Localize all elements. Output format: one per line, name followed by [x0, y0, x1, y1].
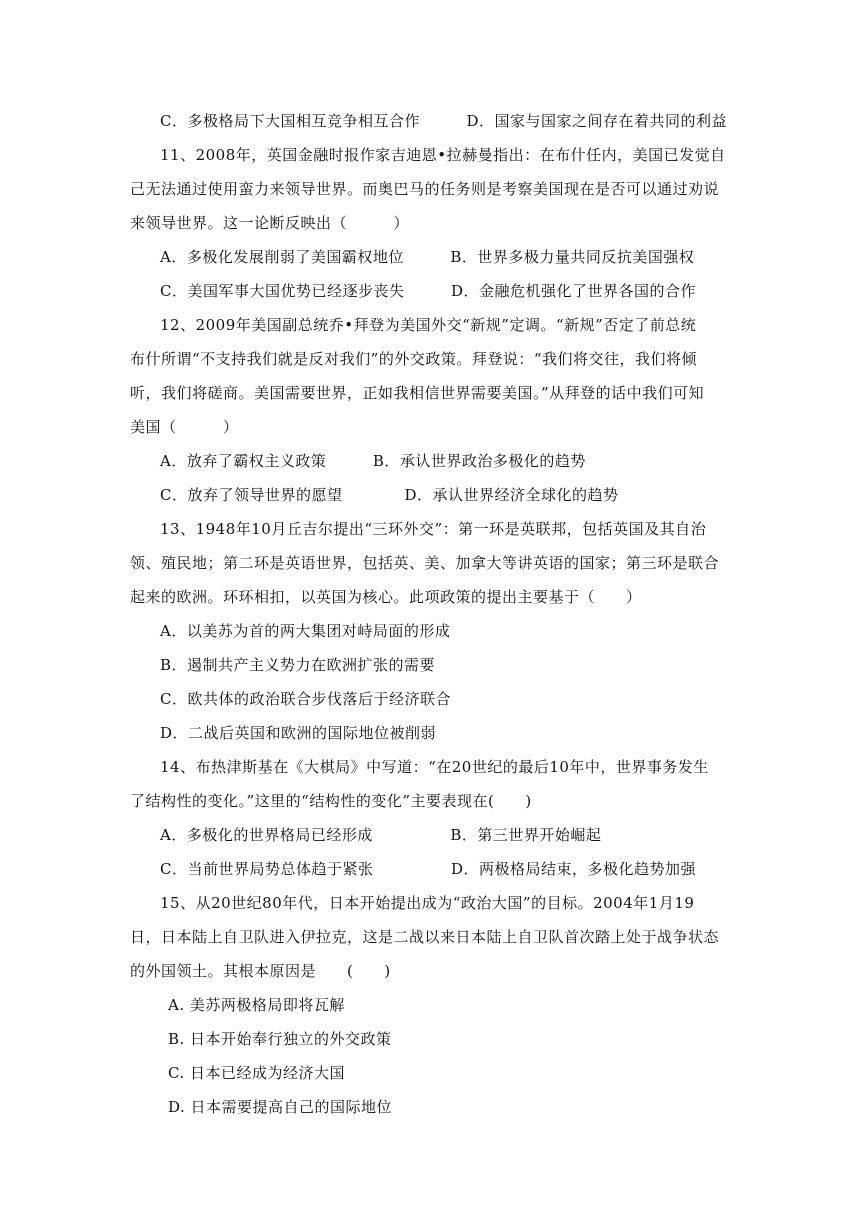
q11-stem-line-1: 11、2008年，英国金融时报作家吉迪恩•拉赫曼指出：在布什任内，美国已发觉自: [160, 146, 726, 164]
q15-stem-line-1: 15、从20世纪80年代，日本开始提出成为“政治大国”的目标。2004年1月19: [160, 894, 695, 912]
q12-stem-line-2: 布什所谓“不支持我们就是反对我们”的外交政策。拜登说：“我们将交往，我们将倾: [130, 350, 698, 368]
q15-option-b: B. 日本开始奉行独立的外交政策: [168, 1030, 392, 1048]
q11-options-ab: A．多极化发展削弱了美国霸权地位 B．世界多极力量共同反抗美国强权: [160, 248, 695, 266]
q12-stem-line-1: 12、2009年美国副总统乔•拜登为美国外交“新规”定调。“新规”否定了前总统: [160, 316, 697, 334]
q12-options-cd: C．放弃了领导世界的愿望 D．承认世界经济全球化的趋势: [160, 486, 619, 504]
q11-options-cd: C．美国军事大国优势已经逐步丧失 D．金融危机强化了世界各国的合作: [160, 282, 697, 300]
q13-stem-line-2: 领、殖民地；第二环是英语世界，包括英、美、加拿大等讲英语的国家；第三环是联合: [130, 554, 720, 572]
q15-stem-line-3: 的外国领土。其根本原因是 ( ): [130, 962, 391, 980]
q12-stem-line-3: 听，我们将磋商。美国需要世界，正如我相信世界需要美国。”从拜登的话中我们可知: [130, 384, 705, 402]
q11-stem-line-3: 来领导世界。这一论断反映出（ ）: [130, 214, 410, 232]
q14-stem-line-2: 了结构性的变化。”这里的“结构性的变化”主要表现在( ): [130, 792, 532, 810]
q13-stem-line-1: 13、1948年10月丘吉尔提出“三环外交”：第一环是英联邦，包括英国及其自治: [160, 520, 707, 538]
q14-stem-line-1: 14、布热津斯基在《大棋局》中写道：“在20世纪的最后10年中，世界事务发生: [160, 758, 709, 776]
q12-stem-line-4: 美国（ ）: [130, 418, 239, 436]
q10-options-cd: C．多极格局下大国相互竞争相互合作 D．国家与国家之间存在着共同的利益: [160, 112, 728, 130]
q13-option-d: D．二战后英国和欧洲的国际地位被削弱: [160, 724, 437, 742]
q11-stem-line-2: 己无法通过使用蛮力来领导世界。而奥巴马的任务则是考察美国现在是否可以通过劝说: [130, 180, 720, 198]
q13-stem-line-3: 起来的欧洲。环环相扣，以英国为核心。此项政策的提出主要基于（ ）: [130, 588, 642, 606]
q14-options-ab: A．多极化的世界格局已经形成 B．第三世界开始崛起: [160, 826, 602, 844]
q14-options-cd: C．当前世界局势总体趋于紧张 D．两极格局结束，多极化趋势加强: [160, 860, 697, 878]
q15-option-c: C. 日本已经成为经济大国: [168, 1064, 345, 1082]
q13-option-b: B．遏制共产主义势力在欧洲扩张的需要: [160, 656, 436, 674]
q15-option-a: A. 美苏两极格局即将瓦解: [168, 996, 345, 1014]
q15-stem-line-2: 日，日本陆上自卫队进入伊拉克，这是二战以来日本陆上自卫队首次踏上处于战争状态: [130, 928, 720, 946]
q12-options-ab: A．放弃了霸权主义政策 B．承认世界政治多极化的趋势: [160, 452, 586, 470]
q13-option-c: C．欧共体的政治联合步伐落后于经济联合: [160, 690, 451, 708]
q13-option-a: A．以美苏为首的两大集团对峙局面的形成: [160, 622, 451, 640]
q15-option-d: D. 日本需要提高自己的国际地位: [168, 1098, 393, 1116]
